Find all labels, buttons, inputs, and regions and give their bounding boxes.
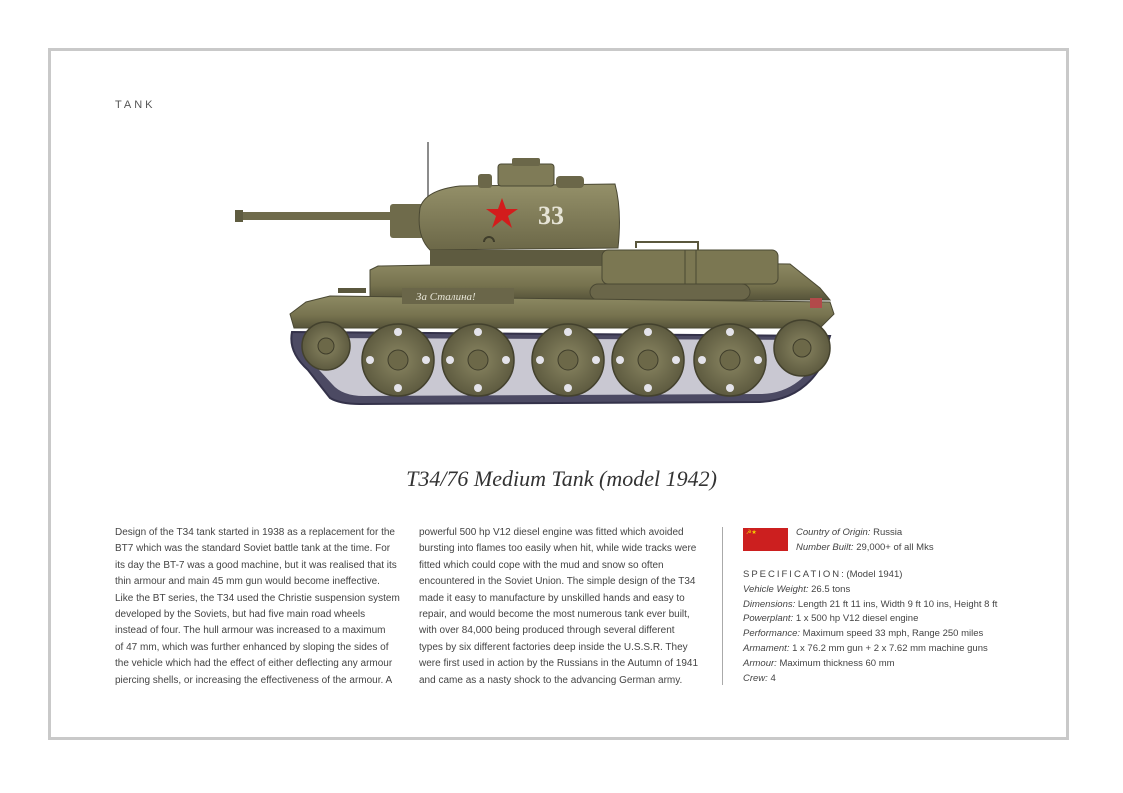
spec-row	[743, 657, 1063, 672]
spec-value: Length 21 ft 11 ins, Width 9 ft 10 ins, Height 8 ft	[797, 598, 998, 610]
description-line: Like the BT series, the T34 used the Christie suspension system	[115, 592, 400, 604]
spec-value: 26.5 tons	[811, 583, 851, 595]
tank-illustration	[230, 138, 840, 410]
column-divider	[722, 527, 723, 685]
description-line: Design of the T34 tank started in 1938 as a replacement for the	[115, 527, 395, 538]
description-line: BT7 which was the standard Soviet battle tank at the time. For	[115, 543, 391, 555]
spec-label: Armament:	[743, 642, 790, 654]
spec-label: Vehicle Weight:	[743, 583, 809, 595]
spec-heading: SPECIFICATION	[743, 569, 842, 580]
spec-value: 1 x 76.2 mm gun + 2 x 7.62 mm machine guns	[792, 642, 988, 654]
soviet-flag-icon	[743, 528, 788, 551]
spec-label: Armour:	[743, 657, 777, 669]
spec-label: Dimensions:	[743, 598, 796, 610]
description-line: bursting into flames too easily when hit, while wide tracks were	[419, 543, 697, 555]
built-label: Number Built:	[796, 542, 854, 553]
built-value: 29,000+ of all Mks	[856, 542, 934, 553]
description-line: thin armour and main 45 mm gun would become ineffective.	[115, 576, 380, 588]
category-label: TANK	[115, 99, 156, 111]
description-line: its day the BT-7 was a good machine, but it was realised that its	[115, 559, 397, 571]
description-line: were first used in action by the Russians in the Autumn of 1941	[419, 658, 699, 670]
description-line: developed by the Soviets, but had five main road wheels	[115, 609, 366, 621]
spec-value: 4	[770, 672, 776, 684]
description-line: the vehicle which had the effect of either deflecting any armour	[115, 658, 393, 670]
spec-label: Powerplant:	[743, 613, 794, 625]
spec-row	[743, 642, 1063, 657]
spec-label: Performance:	[743, 628, 801, 640]
spec-label: Crew:	[743, 672, 768, 684]
description-column-2	[419, 525, 709, 689]
description-line: made it easy to manufacture by unskilled hands and easy to	[419, 592, 685, 604]
spec-row	[743, 612, 1063, 627]
description-line: of 47 mm, which was further enhanced by sloping the sides of	[115, 641, 389, 653]
country-value: Russia	[873, 527, 903, 538]
origin-block	[796, 525, 934, 555]
page-title: T34/76 Medium Tank (model 1942)	[406, 466, 717, 491]
hull-slogan: За Сталина!	[416, 291, 476, 303]
spec-value: 1 x 500 hp V12 diesel engine	[795, 613, 919, 625]
spec-model: : (Model 1941)	[841, 569, 903, 580]
description-line: with over 84,000 being produced through several different	[419, 625, 675, 637]
description-line: piercing shells, or increasing the effectiveness of the armour. A	[115, 674, 393, 686]
turret-number: 33	[538, 201, 564, 230]
spec-row	[743, 627, 1063, 642]
spec-row	[743, 672, 1063, 687]
specification-block	[743, 568, 1063, 686]
description-line: repair, and would become the most numerous tank ever built,	[419, 609, 690, 621]
description-line: fitted which could cope with the mud and snow so often	[419, 559, 664, 571]
description-line: encountered in the Soviet Union. The simple design of the T34	[419, 576, 696, 588]
description-line: and came as a nasty shock to the advancing German army.	[419, 674, 683, 686]
description-column-1	[115, 525, 405, 689]
country-label: Country of Origin:	[796, 527, 871, 538]
spec-row	[743, 583, 1063, 598]
spec-value: Maximum speed 33 mph, Range 250 miles	[802, 628, 984, 640]
spec-value: Maximum thickness 60 mm	[779, 657, 895, 669]
description-line: powerful 500 hp V12 diesel engine was fitted which avoided	[419, 527, 684, 538]
description-line: types by six different factories deep inside the U.S.S.R. They	[419, 641, 688, 653]
spec-row	[743, 598, 1063, 613]
description-line: instead of four. The hull armour was increased to a maximum	[115, 625, 386, 637]
hammer-sickle-icon: ☭★	[746, 530, 757, 536]
